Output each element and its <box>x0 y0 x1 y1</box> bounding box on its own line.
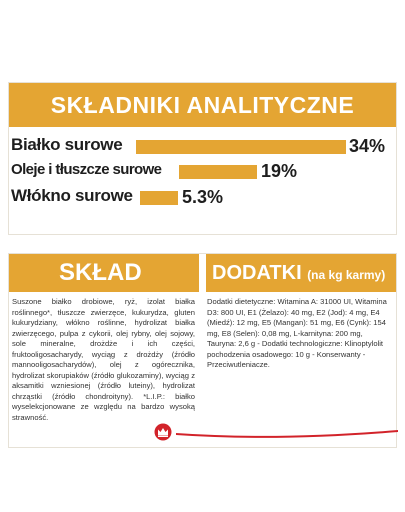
royal-canin-crown-icon <box>152 423 174 441</box>
fibre-value: 5.3% <box>182 187 224 207</box>
additives-title-main: DODATKI <box>212 262 302 284</box>
fibre-label: Włókno surowe <box>11 186 133 205</box>
fibre-bar <box>140 191 178 205</box>
fat-label: Oleje i tłuszcze surowe <box>11 161 162 178</box>
additives-title-text <box>212 254 385 294</box>
protein-value: 34% <box>349 136 386 156</box>
analytical-constituents-title: SKŁADNIKI ANALITYCZNE <box>9 83 396 127</box>
composition-title-text: SKŁAD <box>59 259 142 286</box>
protein-label: Białko surowe <box>11 135 123 154</box>
analytical-constituents-panel <box>8 82 397 235</box>
additives-title <box>206 254 396 292</box>
fat-value: 19% <box>261 161 298 181</box>
composition-text: Suszone białko drobiowe, ryż, izolat białka roślinnego*, tłuszcze zwierzęce, kukurydza, gluten kukurydziany, włókno roślinne, hydrolizat białka zwierzęcego, pulpa z cykorii, olej rybny, olej sojowy, sole mineralne, drożdże i ich części, fruktooligosacharydy, wyciąg z drożdży (źródło mannooligosacharydów), olej z ogórecznika, hydrolizat skorupiaków (źródło glukozaminy), wyciąg z aksamitki wzniesionej (źródło luteiny), hydrolizat chrząstki (źródło chondroityny). *L.I.P.: białko wyselekcjonowane ze względu na bardzo wysoką strawność. <box>12 297 195 422</box>
protein-bar <box>136 140 346 154</box>
composition-additives-panel <box>8 253 397 448</box>
brand-wave-decoration <box>176 427 398 441</box>
additives-subtitle: (na kg karmy) <box>307 268 386 282</box>
fat-bar <box>179 165 257 179</box>
additives-text: Dodatki dietetyczne: Witamina A: 31000 UI, Witamina D3: 800 UI, E1 (Żelazo): 40 mg, E2 (Jod): 4 mg, E4 (Miedź): 12 mg, E5 (Mangan): 51 mg, E6 (Cynk): 154 mg, E8 (Selen): 0,08 mg, L-karnityna: 200 mg, Tauryna: 2,6 g - Dodatki technologiczne: Klinoptylolit pochodzenia osadowego: 10 g - Konserwanty - Przeciwutleniacze. <box>207 297 387 369</box>
composition-title <box>9 254 199 292</box>
